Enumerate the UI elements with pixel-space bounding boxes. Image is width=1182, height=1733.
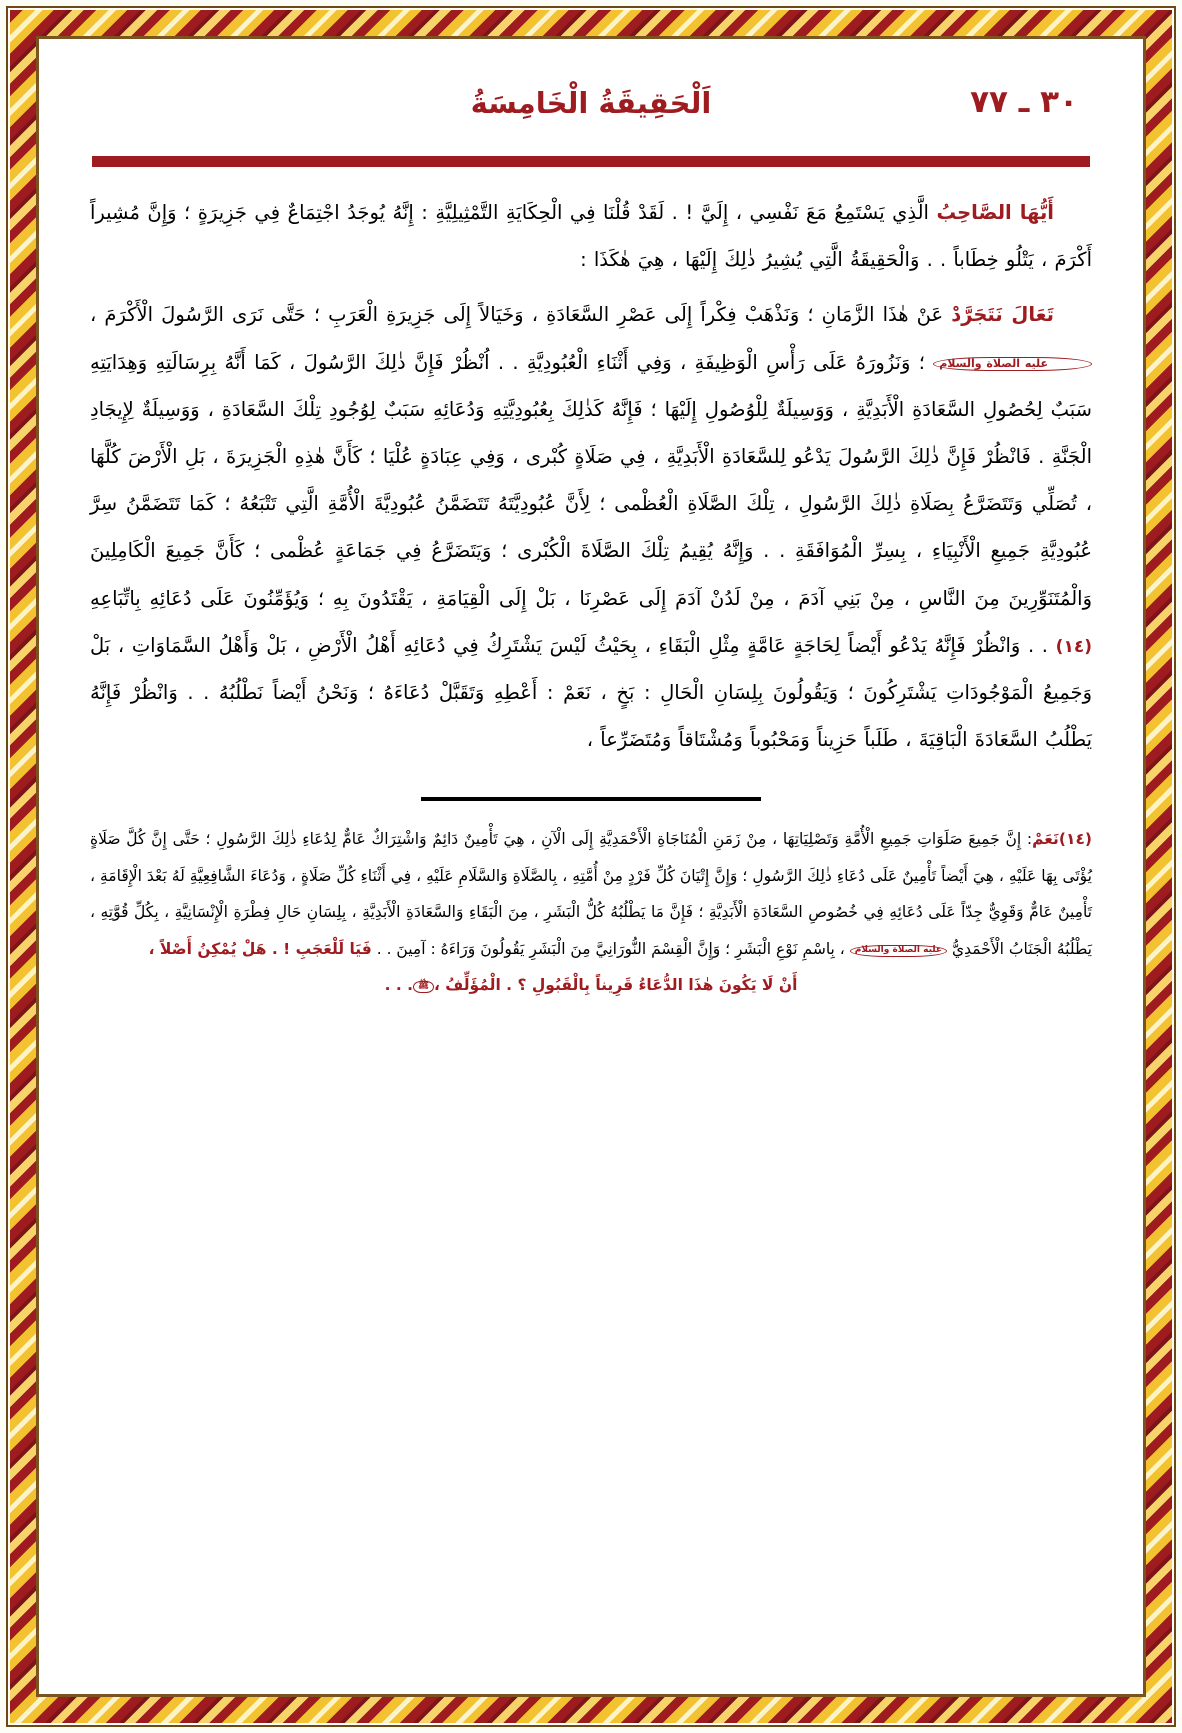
- footnote-text-part-one: : إِنَّ جَمِيعَ صَلَوَاتِ جَمِيعِ الْأُمَّةِ وَتَصْلِيَاتِهَا ، مِنْ زَمَنِ الْمُنَاجَاةِ الْأَحْمَدِيَّةِ إِلَى الْآنِ ، هِيَ تَأْمِينٌ دَائِمٌ وَاشْتِرَاكٌ عَامٌّ لِدُعَاءِ ذٰلِكَ الرَّسُولِ ؛ حَتَّى إِنَّ كُلَّ صَلَاةٍ يُؤْتَى بِهَا عَلَيْهِ ، هِيَ أَيْضاً تَأْمِينٌ عَلَى دُعَاءِ ذٰلِكَ الرَّسُولِ ؛ وَإِنَّ إِتْيَانَ كُلِّ فَرْدٍ مِنْ أُمَّتِهِ ، بِالصَّلَاةِ وَالسَّلَامِ عَلَيْهِ ، فِي أَثْنَاءِ كُلِّ صَلَاةٍ ، وَدُعَاءَ الشَّافِعِيَّةِ لَهُ بَعْدَ الْإِقَامَةِ ، تَأْمِينٌ عَامٌّ وَقَوِيٌّ جِدّاً عَلَى دُعَائِهِ فِي خُصُوصِ السَّعَادَةِ الْأَبَدِيَّةِ ؛ فَإِنَّ مَا يَطْلُبُهُ كُلُّ الْبَشَرِ ، مِنَ الْبَقَاءِ وَالسَّعَادَةِ الْأَبَدِيَّةِ ، بِلِسَانِ حَالِ فِطْرَةِ الْإِنْسَانِيَّةِ ، بِكُلِّ قُوَّتِهِ ، يَطْلُبُهُ الْجَنَابُ الْأَحْمَدِيُّ: [90, 830, 1092, 958]
- header-divider-rule: [92, 156, 1090, 167]
- paragraph-two-part-b: ؛ وَنَزُورَهُ عَلَى رَأْسِ الْوَظِيفَةِ ، وَفِي أَثْنَاءِ الْعُبُودِيَّةِ . . اُنْظُرْ فَإِنَّ ذٰلِكَ الرَّسُولَ ، كَمَا أَنَّهُ بِرِسَالَتِهِ وَهِدَايَتِهِ سَبَبٌ لِحُصُولِ السَّعَادَةِ الْأَبَدِيَّةِ ، وَوَسِيلَةٌ لِلْوُصُولِ إِلَيْهَا ؛ فَإِنَّهُ كَذٰلِكَ بِعُبُودِيَّتِهِ وَدُعَائِهِ سَبَبٌ لِوُجُودِ تِلْكَ السَّعَادَةِ ، وَوَسِيلَةٌ لِإِيجَادِ الْجَنَّةِ . فَانْظُرْ فَإِنَّ ذٰلِكَ الرَّسُولَ يَدْعُو لِلسَّعَادَةِ الْأَبَدِيَّةِ ، فِي صَلَاةٍ كُبْرى ، وَفِي عِبَادَةٍ عُلْيَا ؛ كَأَنَّ هٰذِهِ الْجَزِيرَةَ ، بَلِ الْأَرْضَ كُلَّهَا ، تُصَلِّي وَتَتَضَرَّعُ بِصَلَاةِ ذٰلِكَ الرَّسُولِ ، تِلْكَ الصَّلَاةِ الْعُظْمى ؛ لِأَنَّ عُبُودِيَّتَهُ تَتَضَمَّنُ عُبُودِيَّةَ الْأُمَّةِ الَّتِي تَتْبَعُهُ ؛ كَمَا تَتَضَمَّنُ سِرَّ عُبُودِيَّةِ جَمِيعِ الْأَنْبِيَاءِ ، بِسِرِّ الْمُوَافَقَةِ . . وَإِنَّهُ يُقِيمُ تِلْكَ الصَّلَاةَ الْكُبْرى ؛ وَيَتَضَرَّعُ فِي جَمَاعَةٍ عُظْمى ؛ كَأَنَّ جَمِيعَ الْكَامِلِينَ وَالْمُتَنَوِّرِينَ مِنَ النَّاسِ ، مِنْ بَنِي آدَمَ ، مِنْ لَدُنْ آدَمَ إِلَى عَصْرِنَا ، بَلْ إِلَى الْقِيَامَةِ ، يَقْتَدُونَ بِهِ ؛ وَيُؤَمِّنُونَ عَلَى دُعَائِهِ بِاتِّبَاعِهِ: [90, 350, 1092, 610]
- footnote-signature: الْمُؤَلِّفُ ،: [433, 975, 501, 994]
- footnote-closing-line: [90, 967, 1092, 1003]
- paragraph-two: [90, 291, 1092, 763]
- footnote-reference-marker[interactable]: (١٤): [1055, 636, 1092, 657]
- footnote-emphasis-one: فَيَا لَلْعَجَبِ ! . هَلْ يُمْكِنُ أَصْلاً ،: [148, 939, 372, 958]
- honorific-medallion-icon: عليه الصلاة والسلام: [933, 357, 1092, 372]
- page-header: [90, 70, 1092, 144]
- paragraph-two-part-a: عَنْ هٰذَا الزَّمَانِ ؛ وَنَذْهَبْ فِكْراً إِلَى عَصْرِ السَّعَادَةِ ، وَخَيَالاً إِلَى جَزِيرَةِ الْعَرَبِ ؛ حَتَّى نَرَى الرَّسُولَ الْأَكْرَمَ ،: [90, 303, 952, 327]
- paragraph-one: [90, 189, 1092, 283]
- paragraph-two-part-c: . . وَانْظُرْ فَإِنَّهُ يَدْعُو أَيْضاً لِحَاجَةٍ عَامَّةٍ مِثْلِ الْبَقَاءِ ، بِحَيْثُ لَيْسَ يَشْتَرِكُ فِي دُعَائِهِ أَهْلُ الْأَرْضِ ، بَلْ وَأَهْلُ السَّمَاوَاتِ ، بَلْ وَجَمِيعُ الْمَوْجُودَاتِ يَشْتَرِكُونَ ؛ وَيَقُولُونَ بِلِسَانِ الْحَالِ : بَخٍ ، نَعَمْ : أَعْطِهِ وَتَقَبَّلْ دُعَاءَهُ ؛ وَنَحْنُ أَيْضاً نَطْلُبُهُ . . وَانْظُرْ فَإِنَّهُ يَطْلُبُ السَّعَادَةَ الْبَاقِيَةَ ، طَلَباً حَزِيناً وَمَحْبُوباً وَمُشْتَاقاً وَمُتَضَرِّعاً ،: [90, 633, 1092, 752]
- footnote-emphasis-two: أَنْ لَا يَكُونَ هٰذَا الدُّعَاءُ قَرِيناً بِالْقَبُولِ ؟ .: [506, 975, 798, 994]
- footnote-marker: (١٤): [1058, 830, 1092, 849]
- page-title: اَلْحَقِيقَةُ الْخَامِسَةُ: [470, 86, 712, 120]
- footnote-paragraph: [90, 821, 1092, 967]
- paragraph-one-lead: أَيُّهَا الصَّاحِبُ: [936, 201, 1054, 224]
- footnote-ellipsis: . . .: [384, 975, 414, 994]
- footnote-block: [90, 801, 1092, 1003]
- honorific-sallallahu-icon: ﷺ: [413, 981, 434, 993]
- footnote-text-part-two: ، بِاسْمِ نَوْعِ الْبَشَرِ ؛ وَإِنَّ الْقِسْمَ النُّورَانِيَّ مِنَ الْبَشَرِ يَقُولُونَ وَرَاءَهُ : آمِينَ . .: [371, 939, 850, 958]
- paragraph-one-body: الَّذِي يَسْتَمِعُ مَعَ نَفْسِي ، إِلَيَّ ! . لَقَدْ قُلْنَا فِي الْحِكَايَةِ التَّمْثِيلِيَّةِ : إِنَّهُ يُوجَدُ اجْتِمَاعٌ فِي جَزِيرَةٍ ؛ وَإِنَّ مُشِيراً أَكْرَمَ ، يَتْلُو خِطَاباً . . وَالْحَقِيقَةُ الَّتِي يُشِيرُ ذٰلِكَ إِلَيْهَا ، هِيَ هٰكَذَا :: [90, 201, 1092, 272]
- honorific-medallion-icon-footnote: عليه الصلاة والسلام: [850, 945, 947, 957]
- paragraph-two-lead: تَعَالَ نَتَجَرَّدْ: [951, 303, 1054, 327]
- page-content: [46, 44, 1136, 1689]
- page-number: ٣٠ ـ ٧٧: [970, 84, 1078, 120]
- footnote-opening-word: نَعَمْ: [1032, 830, 1059, 849]
- body-text-block: [90, 167, 1092, 771]
